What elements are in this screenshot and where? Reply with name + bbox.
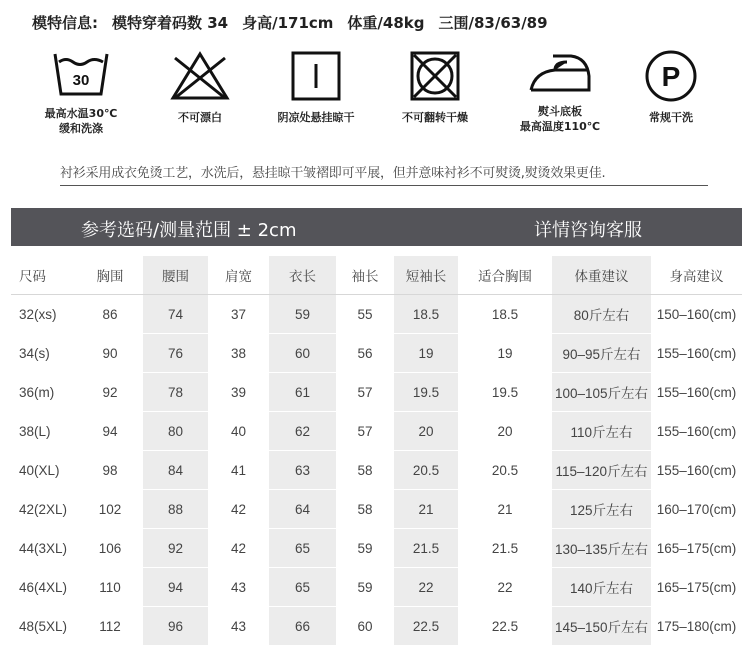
cell-waist: 76 [143,334,208,373]
cell-shoulder: 38 [208,334,269,373]
cell-fit-chest: 21 [458,490,552,529]
col-header-fit-chest: 适合胸围 [458,256,552,295]
cell-chest: 94 [77,412,143,451]
wash-note: 衬衫采用成衣免烫工艺，水洗后，悬挂晾干皱褶即可平展，但并意味衬衫不可熨烫,熨烫效果更佳. [60,162,708,186]
cell-size: 48(5XL) [11,607,77,646]
cell-short-sleeve: 20 [394,412,458,451]
wash-temp-text: 30 [72,72,90,89]
care-label-iron: 熨斗底板 最高温度110℃ [519,105,601,133]
model-measurements: 三围/83/63/89 [438,13,548,32]
cell-chest: 112 [77,607,143,646]
iron-icon [527,48,593,98]
model-weight: 体重/48kg [347,13,425,32]
cell-size: 46(4XL) [11,568,77,607]
cell-length: 59 [269,295,336,334]
cell-sleeve: 57 [336,412,394,451]
cell-weight: 140斤左右 [552,568,651,607]
col-header-shoulder: 肩宽 [208,256,269,295]
cell-length: 62 [269,412,336,451]
customer-service-note: 详情咨询客服 [534,220,642,241]
cell-weight: 125斤左右 [552,490,651,529]
col-header-short-sleeve: 短袖长 [394,256,458,295]
cell-weight: 115–120斤左右 [552,451,651,490]
cell-chest: 102 [77,490,143,529]
care-label-dryclean: 常规干洗 [649,111,693,124]
cell-sleeve: 56 [336,334,394,373]
model-info-label: 模特信息: [32,13,98,32]
cell-waist: 74 [143,295,208,334]
cell-chest: 98 [77,451,143,490]
cell-chest: 110 [77,568,143,607]
table-row [11,412,742,451]
cell-short-sleeve: 18.5 [394,295,458,334]
cell-size: 40(XL) [11,451,77,490]
cell-shoulder: 37 [208,295,269,334]
cell-weight: 145–150斤左右 [552,607,651,646]
cell-waist: 84 [143,451,208,490]
cell-fit-chest: 21.5 [458,529,552,568]
size-table [11,256,742,646]
col-header-sleeve: 袖长 [336,256,394,295]
cell-fit-chest: 20 [458,412,552,451]
cell-height: 150–160(cm) [651,295,742,334]
model-size-worn: 模特穿着码数 34 [112,13,229,32]
cell-chest: 92 [77,373,143,412]
cell-chest: 86 [77,295,143,334]
care-symbols [0,48,750,148]
cell-sleeve: 59 [336,529,394,568]
cell-length: 63 [269,451,336,490]
care-label-bleach: 不可漂白 [178,111,222,124]
cell-height: 155–160(cm) [651,451,742,490]
cell-size: 38(L) [11,412,77,451]
cell-length: 65 [269,568,336,607]
cell-waist: 92 [143,529,208,568]
size-table-header [11,256,742,295]
cell-height: 165–175(cm) [651,568,742,607]
table-row [11,295,742,334]
care-item-wash [25,48,137,136]
cell-weight: 130–135斤左右 [552,529,651,568]
cell-short-sleeve: 20.5 [394,451,458,490]
cell-sleeve: 59 [336,568,394,607]
cell-size: 34(s) [11,334,77,373]
cell-shoulder: 41 [208,451,269,490]
cell-shoulder: 40 [208,412,269,451]
cell-fit-chest: 18.5 [458,295,552,334]
model-info [32,10,562,34]
table-row [11,568,742,607]
cell-fit-chest: 22 [458,568,552,607]
table-row [11,607,742,646]
size-reference-title: 参考选码/测量范围 ± 2cm [81,220,297,241]
care-item-iron [504,48,616,134]
cell-weight: 100–105斤左右 [552,373,651,412]
size-table-body [11,295,742,646]
table-row [11,373,742,412]
cell-fit-chest: 19.5 [458,373,552,412]
cell-chest: 90 [77,334,143,373]
cell-shoulder: 43 [208,607,269,646]
table-row [11,451,742,490]
cell-short-sleeve: 21.5 [394,529,458,568]
cell-height: 155–160(cm) [651,412,742,451]
line-dry-shade-icon [288,48,344,104]
cell-size: 32(xs) [11,295,77,334]
cell-waist: 88 [143,490,208,529]
no-tumble-dry-icon [407,48,463,104]
cell-sleeve: 60 [336,607,394,646]
care-item-tumble [379,48,491,125]
cell-length: 64 [269,490,336,529]
col-header-chest: 胸围 [77,256,143,295]
cell-waist: 96 [143,607,208,646]
cell-fit-chest: 20.5 [458,451,552,490]
no-bleach-icon [167,48,233,104]
cell-weight: 110斤左右 [552,412,651,451]
cell-weight: 90–95斤左右 [552,334,651,373]
cell-short-sleeve: 22 [394,568,458,607]
cell-chest: 106 [77,529,143,568]
col-header-length: 衣长 [269,256,336,295]
cell-height: 175–180(cm) [651,607,742,646]
cell-sleeve: 57 [336,373,394,412]
col-header-weight: 体重建议 [552,256,651,295]
dry-clean-letter: P [661,61,681,92]
cell-sleeve: 55 [336,295,394,334]
care-item-dryclean [615,48,727,125]
table-row [11,334,742,373]
size-header-band [11,208,742,246]
cell-length: 65 [269,529,336,568]
cell-short-sleeve: 21 [394,490,458,529]
cell-height: 165–175(cm) [651,529,742,568]
cell-shoulder: 42 [208,529,269,568]
cell-size: 42(2XL) [11,490,77,529]
cell-short-sleeve: 22.5 [394,607,458,646]
col-header-size: 尺码 [11,256,77,295]
cell-shoulder: 42 [208,490,269,529]
cell-size: 36(m) [11,373,77,412]
cell-sleeve: 58 [336,451,394,490]
cell-short-sleeve: 19.5 [394,373,458,412]
cell-height: 160–170(cm) [651,490,742,529]
cell-length: 61 [269,373,336,412]
care-label-wash: 最高水温30℃ 缓和洗涤 [44,107,118,135]
cell-shoulder: 39 [208,373,269,412]
cell-weight: 80斤左右 [552,295,651,334]
cell-waist: 94 [143,568,208,607]
table-row [11,490,742,529]
dry-clean-p-icon [643,48,699,104]
table-row [11,529,742,568]
cell-height: 155–160(cm) [651,334,742,373]
cell-length: 60 [269,334,336,373]
care-item-bleach [144,48,256,125]
cell-waist: 78 [143,373,208,412]
care-label-tumble: 不可翻转干燥 [402,111,468,124]
model-height: 身高/171cm [242,13,334,32]
col-header-waist: 腰围 [143,256,208,295]
cell-waist: 80 [143,412,208,451]
care-label-dry: 阴凉处悬挂晾干 [277,111,355,124]
col-header-height: 身高建议 [651,256,742,295]
cell-fit-chest: 22.5 [458,607,552,646]
cell-sleeve: 58 [336,490,394,529]
care-item-dry [260,48,372,125]
cell-length: 66 [269,607,336,646]
wash-tub-30-icon [51,48,111,100]
cell-size: 44(3XL) [11,529,77,568]
cell-fit-chest: 19 [458,334,552,373]
cell-height: 155–160(cm) [651,373,742,412]
cell-short-sleeve: 19 [394,334,458,373]
cell-shoulder: 43 [208,568,269,607]
